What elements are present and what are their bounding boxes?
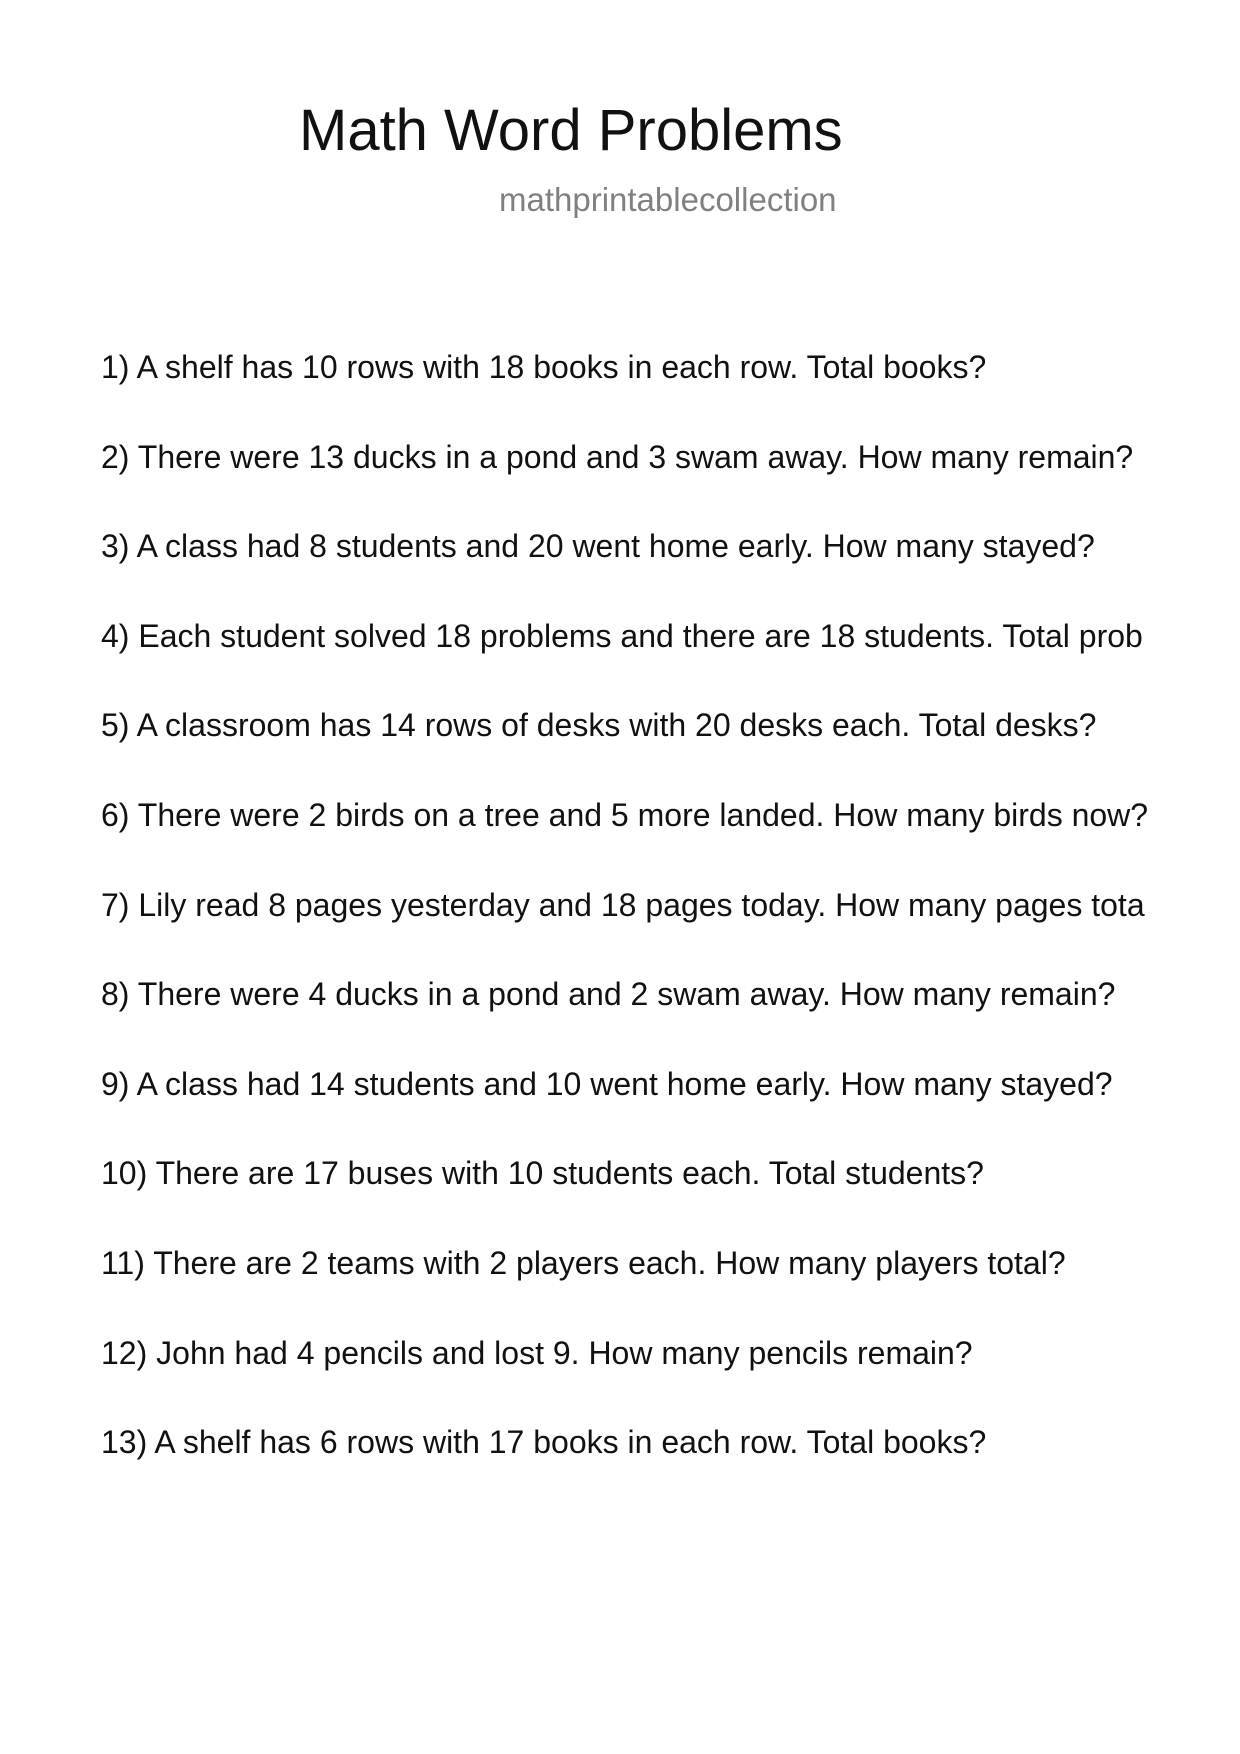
problem-list — [101, 345, 1240, 1510]
problem-item: 1) A shelf has 10 rows with 18 books in each row. Total books? — [101, 349, 987, 385]
problem-item: 5) A classroom has 14 rows of desks with 20 desks each. Total desks? — [101, 707, 1097, 744]
problem-item: 10) There are 17 buses with 10 students each. Total students? — [101, 1155, 984, 1192]
problem-item: 12) John had 4 pencils and lost 9. How many pencils remain? — [101, 1334, 973, 1371]
page-subtitle: mathprintablecollection — [499, 181, 837, 218]
problem-item: 3) A class had 8 students and 20 went home early. How many stayed? — [101, 528, 1095, 565]
problem-item: 7) Lily read 8 pages yesterday and 18 pages today. How many pages tota — [101, 886, 1145, 923]
problem-item: 11) There are 2 teams with 2 players each. How many players total? — [101, 1244, 1066, 1281]
problem-item: 4) Each student solved 18 problems and there are 18 students. Total prob — [101, 617, 1143, 654]
problem-item: 6) There were 2 birds on a tree and 5 more landed. How many birds now? — [101, 796, 1149, 833]
problem-item: 13) A shelf has 6 rows with 17 books in each row. Total books? — [101, 1424, 987, 1461]
page-title: Math Word Problems — [299, 98, 843, 163]
problem-item: 2) There were 13 ducks in a pond and 3 swam away. How many remain? — [101, 438, 1134, 475]
problem-item: 9) A class had 14 students and 10 went home early. How many stayed? — [101, 1065, 1113, 1102]
problem-item: 8) There were 4 ducks in a pond and 2 swam away. How many remain? — [101, 976, 1116, 1013]
